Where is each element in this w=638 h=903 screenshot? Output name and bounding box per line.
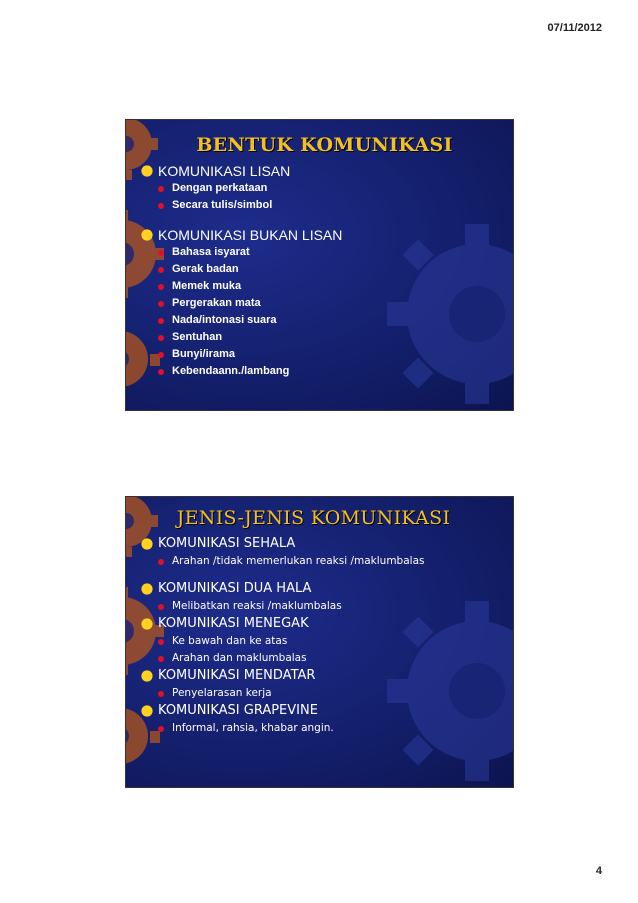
list-item: Dengan perkataan: [158, 180, 513, 197]
bullet-icon: [158, 691, 164, 697]
list-item: Arahan /tidak memerlukan reaksi /maklumbalas: [158, 553, 513, 570]
list-item: Sentuhan: [158, 329, 513, 346]
list-item: Melibatkan reaksi /maklumbalas: [158, 598, 513, 615]
header-date: 07/11/2012: [547, 22, 602, 34]
slide-title: JENIS-JENIS KOMUNIKASI: [176, 507, 451, 529]
bullet-icon: [143, 231, 151, 239]
bullet-icon: [143, 707, 151, 715]
bullet-icon: [143, 585, 151, 593]
bullet-icon: [158, 203, 164, 209]
bullet-icon: [143, 167, 151, 175]
bullet-icon: [158, 352, 164, 358]
list-item: Memek muka: [158, 278, 513, 295]
list-item: Informal, rahsia, khabar angin.: [158, 720, 513, 737]
section-heading: KOMUNIKASI LISAN: [142, 162, 513, 180]
list-item: Bunyi/irama: [158, 346, 513, 363]
bullet-icon: [143, 620, 151, 628]
section-heading: KOMUNIKASI DUA HALA: [142, 580, 513, 598]
bullet-icon: [158, 301, 164, 307]
list-item: Pergerakan mata: [158, 295, 513, 312]
list-item: Kebendaann./lambang: [158, 363, 513, 380]
slide-bentuk-komunikasi: [125, 119, 514, 411]
list-item: Secara tulis/simbol: [158, 197, 513, 214]
bullet-icon: [158, 335, 164, 341]
bullet-icon: [158, 267, 164, 273]
section-heading: KOMUNIKASI MENDATAR: [142, 667, 513, 685]
list-item: Gerak badan: [158, 261, 513, 278]
list-item: Nada/intonasi suara: [158, 312, 513, 329]
bullet-icon: [158, 369, 164, 375]
slide-title: BENTUK KOMUNIKASI: [196, 134, 453, 156]
list-item: Bahasa isyarat: [158, 244, 513, 261]
bullet-icon: [158, 186, 164, 192]
bullet-icon: [158, 318, 164, 324]
bullet-icon: [143, 672, 151, 680]
section-heading: KOMUNIKASI SEHALA: [142, 535, 513, 553]
list-item: Arahan dan maklumbalas: [158, 650, 513, 667]
list-item: Penyelarasan kerja: [158, 685, 513, 702]
bullet-icon: [158, 604, 164, 610]
section-heading: KOMUNIKASI GRAPEVINE: [142, 702, 513, 720]
bullet-icon: [158, 639, 164, 645]
bullet-icon: [143, 540, 151, 548]
bullet-icon: [158, 284, 164, 290]
bullet-icon: [158, 656, 164, 662]
page-number: 4: [595, 865, 602, 877]
section-heading: KOMUNIKASI MENEGAK: [142, 615, 513, 633]
slide-jenis-jenis-komunikasi: [125, 496, 514, 788]
bullet-icon: [158, 250, 164, 256]
bullet-icon: [158, 559, 164, 565]
section-heading: KOMUNIKASI BUKAN LISAN: [142, 226, 513, 244]
list-item: Ke bawah dan ke atas: [158, 633, 513, 650]
bullet-icon: [158, 726, 164, 732]
